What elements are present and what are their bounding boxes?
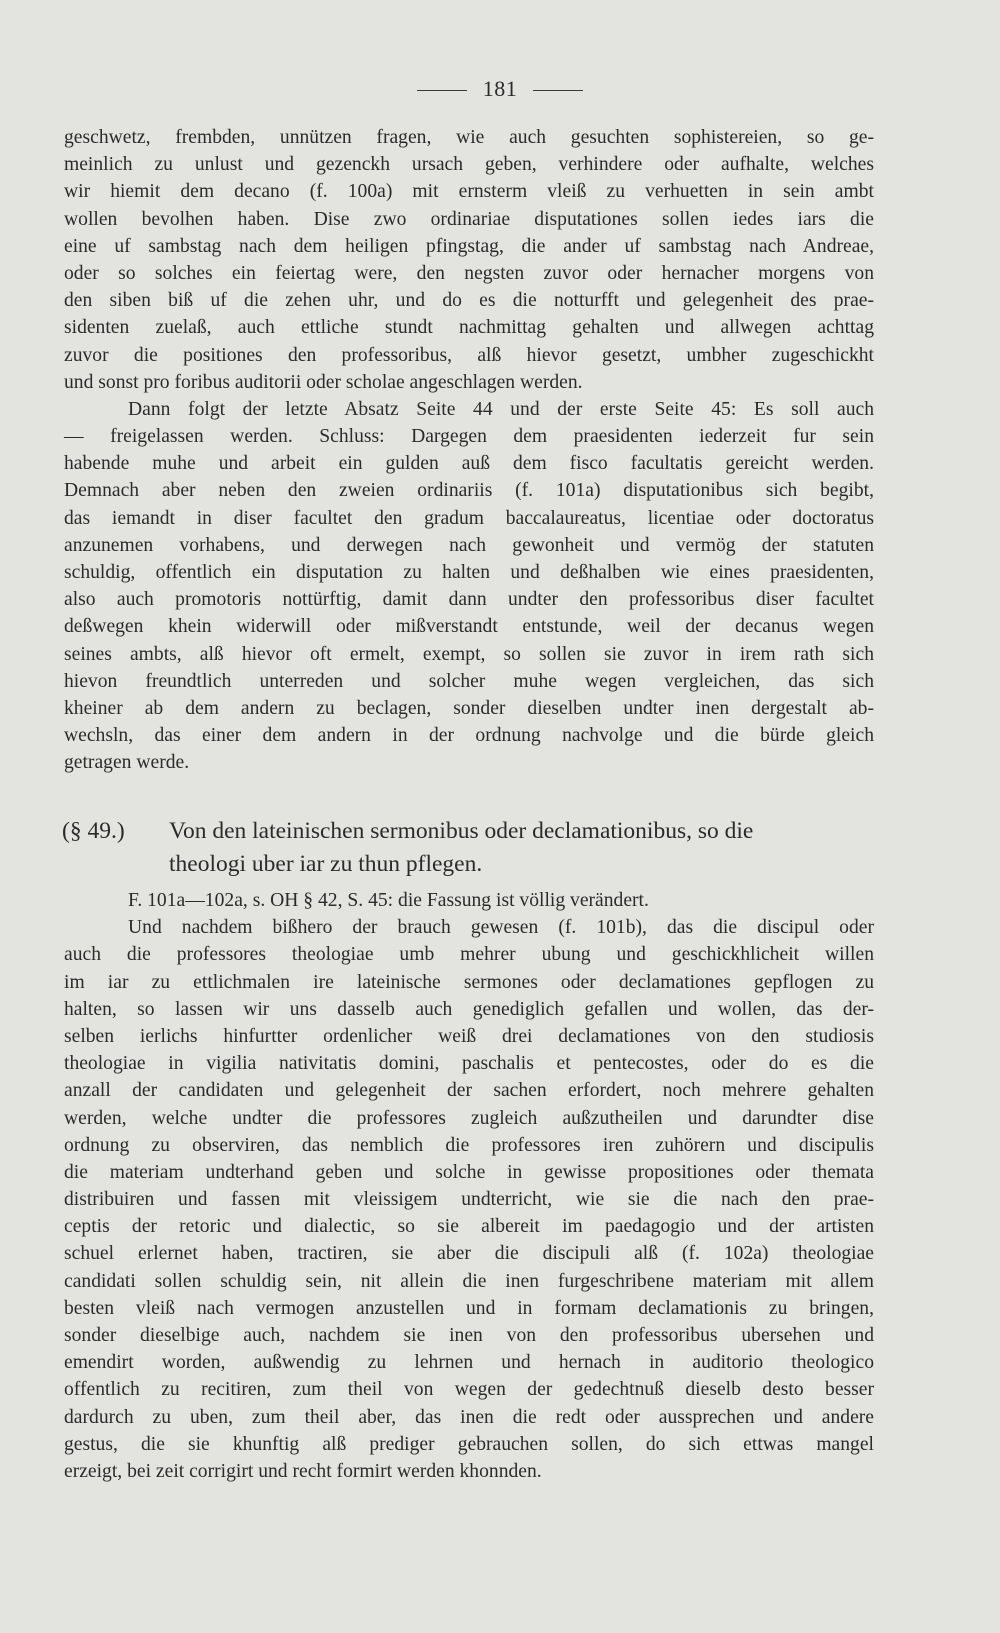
text-line: erzeigt, bei zeit corrigirt und recht formirt werden khonnden.	[64, 1460, 542, 1482]
text-line: also auch promotoris nottürftig, damit dann undter den professoribus diser facultet	[64, 589, 874, 611]
text-line: selben ierlichs hinfurtter ordenlicher weiß drei declamationes von den studiosis	[64, 1025, 874, 1047]
text-line: hievon freundtlich unterreden und solcher muhe wegen vergleichen, das sich	[64, 670, 874, 692]
section-number: (§ 49.)	[62, 818, 125, 844]
text-line: auch die professores theologiae umb mehrer ubung und geschickhlicheit willen	[64, 944, 874, 966]
text-line: dardurch zu uben, zum theil aber, das inen die redt oder aussprechen und andere	[64, 1406, 874, 1428]
text-line: halten, so lassen wir uns dasselb auch genediglich gefallen und wollen, das der-	[64, 998, 874, 1020]
text-line: den siben biß uf die zehen uhr, und do es die notturfft und gelegenheit des prae-	[64, 290, 874, 312]
text-line: gestus, die sie khunftig alß prediger gebrauchen sollen, do sich ettwas mangel	[64, 1433, 874, 1455]
header-dash-right	[533, 90, 583, 91]
header-dash-left	[417, 90, 467, 91]
text-line: ordnung zu observiren, das nemblich die professores iren zuhörern und discipulis	[64, 1134, 874, 1156]
text-line: das iemandt in diser facultet den gradum baccalaureatus, licentiae oder doctoratus	[64, 507, 874, 529]
text-line: anzunemen vorhabens, und derwegen nach gewonheit und vermög der statuten	[64, 534, 874, 556]
text-line: distribuiren und fassen mit vleissigem undterricht, wie sie die nach den prae-	[64, 1189, 874, 1211]
paragraph-block-2	[64, 887, 874, 1485]
paragraph-block-1	[64, 124, 874, 777]
text-line: zuvor die positiones den professoribus, alß hievor gesetzt, umbher zugeschickht	[64, 344, 874, 366]
text-line: ceptis der retoric und dialectic, so sie albereit im paedagogio und der artisten	[64, 1216, 874, 1238]
section-title-line: Von den lateinischen sermonibus oder declamationibus, so die	[169, 818, 754, 844]
page-header	[0, 76, 1000, 102]
text-line: sonder dieselbige auch, nachdem sie inen von den professoribus ubersehen und	[64, 1325, 874, 1346]
text-line: die materiam undterhand geben und solche in gewisse propositiones oder themata	[64, 1161, 874, 1183]
text-line: offentlich zu recitiren, zum theil von wegen der gedechtnuß dieselb desto besser	[64, 1379, 874, 1401]
text-line: anzall der candidaten und gelegenheit der sachen erfordert, noch mehrere gehalten	[64, 1080, 874, 1102]
text-line: candidati sollen schuldig sein, nit allein die inen furgeschribene materiam mit allem	[64, 1270, 874, 1292]
text-line: deßwegen khein widerwill oder mißverstandt entstunde, weil der decanus wegen	[64, 616, 874, 638]
text-line: habende muhe und arbeit ein gulden auß dem fisco facultatis gereicht werden.	[64, 453, 874, 475]
text-line: Und nachdem bißhero der brauch gewesen (f. 101b), das die discipul oder	[128, 917, 874, 939]
section-title-line: theologi uber iar zu thun pflegen.	[169, 851, 483, 877]
text-line: meinlich zu unlust und gezenckh ursach geben, verhindere oder aufhalte, welches	[64, 154, 874, 176]
text-line: — freigelassen werden. Schluss: Dargegen dem praesidenten iederzeit fur sein	[64, 426, 874, 448]
text-line: Demnach aber neben den zweien ordinariis (f. 101a) disputationibus sich begibt,	[64, 480, 874, 502]
text-line: emendirt worden, außwendig zu lehrnen und hernach in auditorio theologico	[64, 1352, 874, 1374]
text-line: wir hiemit dem decano (f. 100a) mit ernsterm vleiß zu verhuetten in sein ambt	[64, 181, 874, 203]
section-title	[169, 815, 882, 881]
text-line: theologiae in vigilia nativitatis domini, paschalis et pentecostes, oder do es die	[64, 1053, 874, 1075]
page-number: 181	[482, 76, 518, 101]
text-line: und sonst pro foribus auditorii oder scholae angeschlagen werden.	[64, 371, 583, 393]
text-line: oder so solches ein feiertag were, den negsten zuvor oder hernacher morgens von	[64, 262, 874, 284]
text-line: werden, welche undter die professores zugleich außzutheilen und darundter dise	[64, 1107, 874, 1129]
text-line: schuldig, offentlich ein disputation zu halten und deßhalben wie eines praesidenten,	[64, 562, 874, 583]
editorial-note: F. 101a—102a, s. OH § 42, S. 45: die Fassung ist völlig verändert.	[128, 890, 649, 911]
text-line: seines ambts, alß hievor oft ermelt, exempt, so sollen sie zuvor in irem rath sich	[64, 643, 874, 665]
text-line: besten vleiß nach vermogen anzustellen und in formam declamationis zu bringen,	[64, 1297, 874, 1319]
text-line: eine uf sambstag nach dem heiligen pfingstag, die ander uf sambstag nach Andreae,	[64, 235, 874, 257]
text-line: schuel erlernet haben, tractiren, sie aber die discipuli alß (f. 102a) theologiae	[64, 1243, 874, 1265]
text-line: wechsln, das einer dem andern in der ordnung nachvolge und die bürde gleich	[64, 725, 874, 747]
text-line: Dann folgt der letzte Absatz Seite 44 und der erste Seite 45: Es soll auch	[128, 398, 874, 420]
text-line: kheiner ab dem andern zu beclagen, sonder dieselben undter inen dergestalt ab-	[64, 697, 874, 719]
text-line: wollen bevolhen haben. Dise zwo ordinariae disputationes sollen iedes iars die	[64, 208, 874, 230]
text-line: getragen werde.	[64, 752, 190, 774]
text-line: geschwetz, frembden, unnützen fragen, wie auch gesuchten sophistereien, so ge-	[64, 127, 874, 148]
text-line: sidenten zuelaß, auch ettliche stundt nachmittag gehalten und allwegen achttag	[64, 317, 874, 339]
text-line: im iar zu ettlichmalen ire lateinische sermones oder declamationes gepflogen zu	[64, 971, 874, 993]
